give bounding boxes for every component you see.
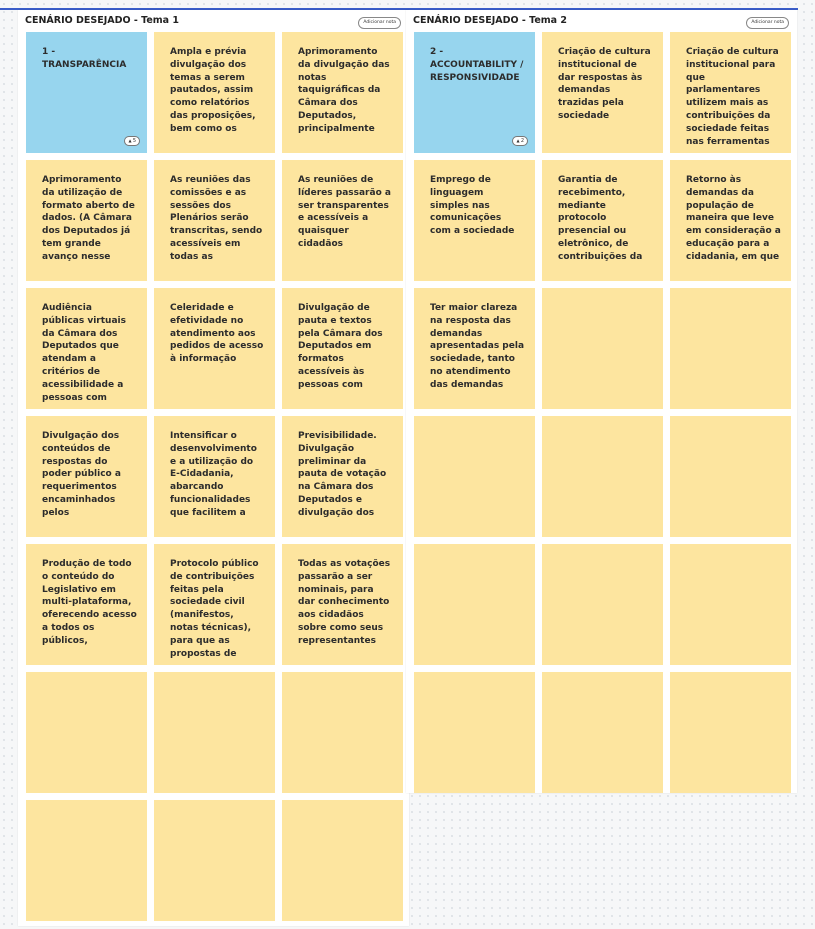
note-text: Protocolo público de contribuições feitas pela sociedade civil (manifestos, notas técnicas), para que as propostas de [170, 559, 259, 659]
note-text [558, 302, 653, 392]
note-text: Emprego de linguagem simples nas comunicações com a sociedade [430, 175, 515, 237]
note-text [430, 558, 525, 648]
empty-sticky-note[interactable] [414, 672, 535, 793]
empty-sticky-note[interactable] [670, 288, 791, 409]
sticky-note[interactable] [154, 160, 275, 281]
note-text: Intensificar o desenvolvimento e a utilização do E-Cidadania, abarcando funcionalidades que facilitem a [170, 431, 257, 518]
sticky-note[interactable] [282, 544, 403, 665]
note-text: Audiência públicas virtuais da Câmara dos Deputados que atendam a critérios de acessibilidade a pessoas com [42, 303, 126, 403]
empty-sticky-note[interactable] [670, 672, 791, 793]
thumbs-up-icon: ▲ [516, 138, 521, 143]
sticky-note[interactable] [154, 416, 275, 537]
note-text [298, 686, 393, 776]
sticky-note[interactable] [154, 32, 275, 153]
empty-sticky-note[interactable] [542, 544, 663, 665]
note-text: Garantia de recebimento, mediante protocolo presencial ou eletrônico, de contribuições da [558, 175, 643, 262]
note-text: As reuniões das comissões e as sessões dos Plenários serão transcritas, sendo acessíveis em todas as [170, 175, 263, 262]
note-text: 2 - ACCOUNTABILITY / RESPONSIVIDADE [430, 47, 524, 83]
note-text: Divulgação dos conteúdos de respostas do poder público a requerimentos encaminhados pelos [42, 431, 121, 518]
board-section-tema-1 [18, 10, 409, 926]
note-text [686, 430, 781, 520]
empty-sticky-note[interactable] [282, 800, 403, 921]
note-text: Ter maior clareza na resposta das demandas apresentadas pela sociedade, tanto no atendimento das demandas [430, 303, 525, 390]
note-text: Divulgação de pauta e textos pela Câmara dos Deputados em formatos acessíveis às pessoas com [298, 303, 383, 390]
note-text: Produção de todo o conteúdo do Legislativo em multi-plataforma, oferecendo acesso a todos os públicos, [42, 559, 137, 646]
sticky-note[interactable] [26, 288, 147, 409]
empty-sticky-note[interactable] [282, 672, 403, 793]
note-text [558, 558, 653, 648]
add-note-button[interactable]: Adicionar nota [746, 17, 789, 29]
section-title: CENÁRIO DESEJADO - Tema 2 [413, 15, 567, 26]
note-text [558, 430, 653, 520]
add-note-button[interactable]: Adicionar nota [358, 17, 401, 29]
note-text [298, 814, 393, 904]
empty-sticky-note[interactable] [542, 416, 663, 537]
empty-sticky-note[interactable] [26, 800, 147, 921]
note-text: Celeridade e efetividade no atendimento aos pedidos de acesso à informação [170, 303, 264, 365]
note-text [42, 814, 137, 904]
empty-sticky-note[interactable] [154, 672, 275, 793]
sticky-note[interactable] [282, 32, 403, 153]
empty-sticky-note[interactable] [670, 416, 791, 537]
note-text: Criação de cultura institucional para que parlamentares utilizem mais as contribuições da sociedade feitas nas ferramentas [686, 47, 779, 147]
note-text: Ampla e prévia divulgação dos temas a serem pautados, assim como relatórios das proposições, bem como os [170, 47, 256, 134]
board-section-tema-2 [406, 10, 797, 793]
category-note[interactable] [414, 32, 535, 153]
note-text: Criação de cultura institucional de dar respostas às demandas trazidas pela sociedade [558, 47, 651, 121]
section-title: CENÁRIO DESEJADO - Tema 1 [25, 15, 179, 26]
thumbs-up-icon: ▲ [128, 138, 133, 143]
category-note[interactable] [26, 32, 147, 153]
section-header [406, 10, 797, 32]
note-text [430, 430, 525, 520]
empty-sticky-note[interactable] [414, 416, 535, 537]
note-text [686, 558, 781, 648]
sticky-note[interactable] [26, 160, 147, 281]
sticky-note[interactable] [414, 160, 535, 281]
sticky-note[interactable] [542, 32, 663, 153]
note-text [686, 302, 781, 392]
sticky-note[interactable] [26, 416, 147, 537]
note-text: Todas as votações passarão a ser nominais, para dar conhecimento aos cidadãos sobre como seus representantes [298, 559, 391, 646]
empty-sticky-note[interactable] [670, 544, 791, 665]
sticky-note[interactable] [154, 544, 275, 665]
sticky-note[interactable] [670, 160, 791, 281]
sticky-note[interactable] [414, 288, 535, 409]
note-text: Aprimoramento da divulgação das notas taquigráficas da Câmara dos Deputados, principalmente [298, 47, 390, 134]
sticky-note[interactable] [282, 160, 403, 281]
note-text [170, 686, 265, 776]
sticky-note[interactable] [26, 544, 147, 665]
note-text [558, 686, 653, 776]
empty-sticky-note[interactable] [414, 544, 535, 665]
note-text: 1 - TRANSPARÊNCIA [42, 47, 127, 70]
note-text: Previsibilidade. Divulgação preliminar da pauta de votação na Câmara dos Deputados e divulgação dos [298, 431, 387, 518]
note-text [686, 686, 781, 776]
empty-sticky-note[interactable] [26, 672, 147, 793]
note-text [42, 686, 137, 776]
empty-sticky-note[interactable] [542, 288, 663, 409]
sticky-note[interactable] [670, 32, 791, 153]
vote-count-button[interactable] [124, 136, 140, 146]
sticky-note[interactable] [542, 160, 663, 281]
note-text [170, 814, 265, 904]
note-text: Aprimoramento da utilização de formato aberto de dados. (A Câmara dos Deputados já tem grande avanço nesse [42, 175, 135, 262]
vote-count: 5 [132, 138, 136, 144]
empty-sticky-note[interactable] [542, 672, 663, 793]
note-text: As reuniões de líderes passarão a ser transparentes e acessíveis a quaisquer cidadãos [298, 175, 391, 249]
vote-count-button[interactable] [512, 136, 528, 146]
sticky-note[interactable] [282, 288, 403, 409]
note-text [430, 686, 525, 776]
sticky-note[interactable] [282, 416, 403, 537]
section-header [18, 10, 409, 32]
empty-sticky-note[interactable] [154, 800, 275, 921]
sticky-note[interactable] [154, 288, 275, 409]
note-text: Retorno às demandas da população de maneira que leve em consideração a educação para a cidadania, em que [686, 175, 781, 262]
vote-count: 2 [520, 138, 524, 144]
